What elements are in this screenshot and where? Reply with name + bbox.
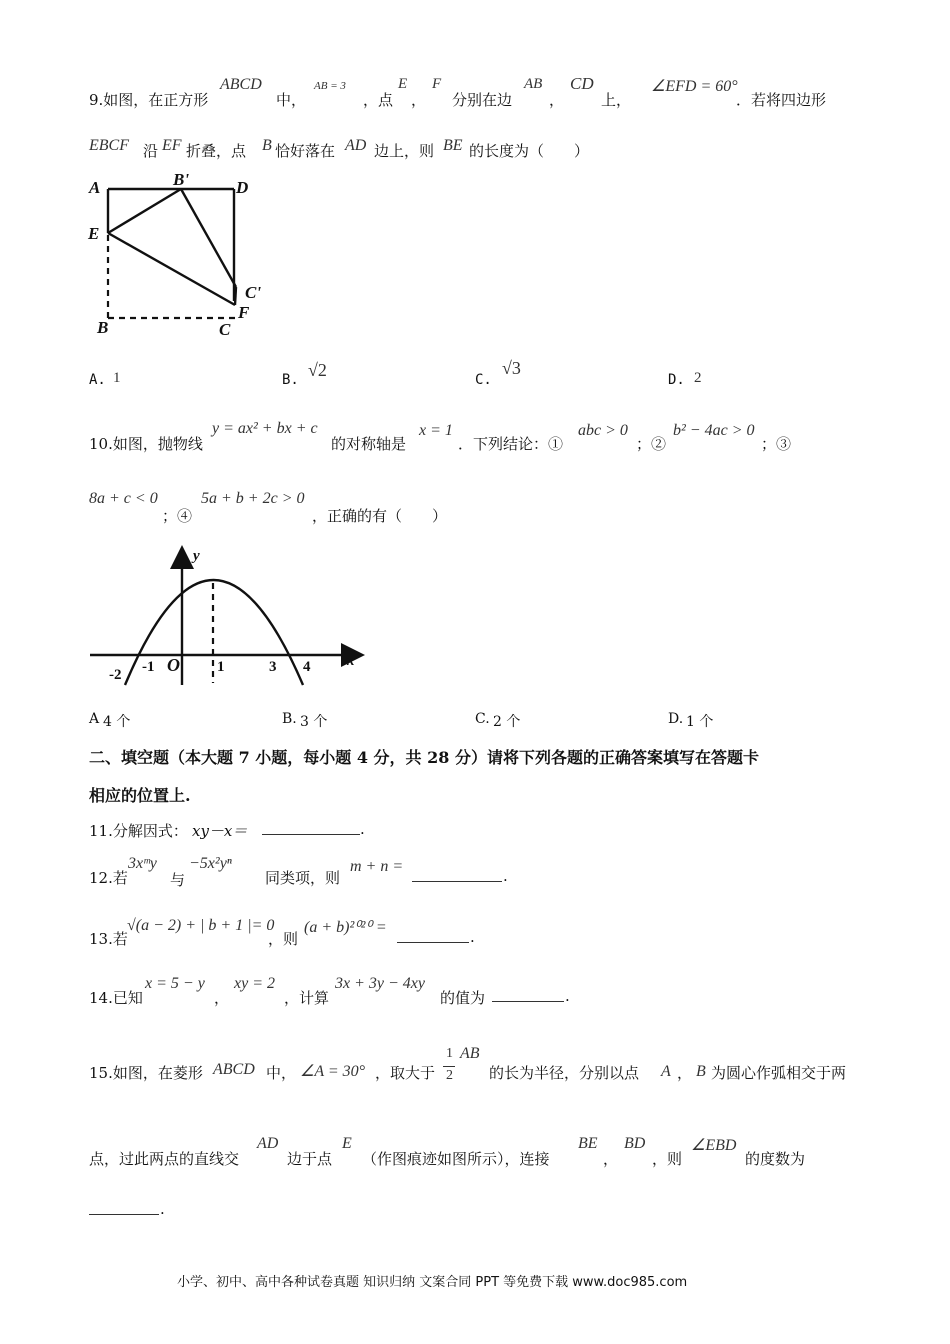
q14-answer-blank[interactable] [492, 987, 564, 1002]
q14-expression: 3x + 3y − 4xy [335, 975, 425, 992]
label-e: E [88, 224, 100, 243]
q9-angle: ∠EFD = 60° [651, 78, 738, 95]
q9-be: BE [443, 137, 463, 154]
q13-end: . [470, 928, 475, 946]
q10-text: ．下列结论：① [458, 435, 564, 453]
q10-text: ；② [636, 435, 667, 453]
q9-ebcf: EBCF [89, 137, 129, 154]
q15-answer-blank[interactable] [89, 1200, 159, 1215]
q9-option-d-value: 2 [694, 370, 702, 386]
q10-option-d-value: 1 个 [686, 714, 714, 730]
q14-condition-2: xy = 2 [234, 975, 275, 992]
q9-text: 上， [601, 91, 632, 109]
q15-text: 15.如图，在菱形 [89, 1064, 203, 1082]
q14-condition-1: x = 5 − y [145, 975, 205, 992]
q11-answer-blank[interactable] [262, 820, 360, 835]
q9-point-e: E [398, 76, 408, 92]
label-x: x [347, 653, 355, 669]
q15-text: 为圆心作弧相交于两 [711, 1064, 847, 1082]
q15-fraction-bar [443, 1066, 455, 1067]
q15-fraction-numerator: 1 [446, 1046, 453, 1061]
q15-text: ， [677, 1064, 693, 1082]
q13-answer-blank[interactable] [397, 928, 469, 943]
q15-fraction-denominator: 2 [446, 1068, 453, 1083]
q14-text: 14.已知 [89, 989, 143, 1007]
q9-text: ， [549, 91, 565, 109]
edge-eb1 [108, 189, 181, 233]
label-c: C [219, 320, 231, 339]
label-a: A [89, 178, 101, 197]
label-y: y [193, 548, 200, 564]
q9-square-figure [85, 168, 275, 343]
q9-text: ， [411, 91, 427, 109]
q9-side-ab: AB [524, 76, 543, 92]
q12-answer-blank[interactable] [412, 867, 502, 882]
q15-text: 的长为半径，分别以点 [489, 1064, 640, 1082]
q9-option-b-label[interactable]: B. [282, 372, 299, 388]
q9-option-a-label[interactable]: A. [89, 372, 106, 388]
q12-term-1: 3xᵐy [128, 855, 157, 872]
q15-text: 中， [266, 1064, 297, 1082]
q9-side-cd: CD [570, 74, 594, 93]
q12-text: 与 [170, 871, 186, 889]
q15-angle: ∠A = 30° [300, 1063, 366, 1080]
label-d: D [236, 178, 249, 197]
q9-option-b-value: √2 [308, 360, 327, 380]
section-2-heading-cont: 相应的位置上. [89, 786, 191, 805]
q10-conclusion-3: 8a + c < 0 [89, 490, 158, 507]
label-b: B [97, 318, 109, 337]
tick-3: 3 [269, 659, 277, 675]
q10-option-b-label[interactable]: B. [282, 711, 297, 727]
label-c-prime: C' [245, 283, 262, 302]
q15-end: . [160, 1200, 165, 1218]
q10-text: ，正确的有（ ） [312, 507, 448, 525]
q15-text: ，取大于 [375, 1064, 436, 1082]
q15-angle-ebd: ∠EBD [691, 1137, 737, 1154]
q10-conclusion-1: abc > 0 [578, 422, 628, 439]
tick-1: 1 [217, 659, 225, 675]
q15-text: ，则 [652, 1150, 683, 1168]
q14-text: 的值为 [440, 989, 486, 1007]
q9-option-d-label[interactable]: D. [668, 372, 685, 388]
q13-text: ，则 [268, 930, 299, 948]
q9-ef: EF [162, 137, 182, 154]
q10-number: 10.如图，抛物线 [89, 435, 203, 453]
q15-bd: BD [624, 1135, 646, 1152]
q9-ab-eq: AB = 3 [314, 80, 346, 92]
q13-text: 13.若 [89, 930, 128, 948]
q10-option-c-label[interactable]: C. [475, 711, 490, 727]
q12-text: 同类项，则 [265, 869, 341, 887]
tick-4: 4 [303, 659, 311, 675]
q12-end: . [503, 867, 508, 885]
q15-point-b: B [696, 1063, 706, 1080]
q15-text: 边于点 [287, 1150, 333, 1168]
q10-conclusion-2: b² − 4ac > 0 [673, 422, 755, 439]
q15-abcd: ABCD [213, 1061, 255, 1078]
q10-text: ；③ [761, 435, 792, 453]
q9-text: 恰好落在 [275, 142, 336, 160]
tick-minus-2: -2 [109, 667, 122, 683]
q15-text: 的度数为 [745, 1150, 806, 1168]
q9-text: ，点 [363, 91, 394, 109]
section-2-heading: 二、填空题（本大题 7 小题，每小题 4 分，共 28 分）请将下列各题的正确答案填写在答题卡 [89, 748, 759, 767]
q9-text: 分别在边 [452, 91, 513, 109]
q11-text: 11.分解因式： [89, 822, 188, 840]
q15-be: BE [578, 1135, 598, 1152]
q12-term-2: −5x²yⁿ [189, 855, 232, 872]
q14-text: ，计算 [284, 989, 330, 1007]
q12-expression: m + n = [350, 858, 404, 875]
q13-expression: (a + b)²⁰²⁰ = [304, 919, 387, 936]
label-b-prime: B' [173, 170, 190, 189]
q9-option-c-label[interactable]: C. [475, 372, 492, 388]
q15-ab: AB [460, 1045, 480, 1062]
q11-end: . [360, 820, 365, 838]
q15-text: （作图痕迹如图所示），连接 [362, 1150, 550, 1168]
q11-expression: xy－x＝ [192, 822, 248, 840]
q10-parabola-graph [85, 545, 370, 690]
q12-text: 12.若 [89, 869, 128, 887]
edge-c1f [235, 287, 236, 305]
q9-abcd: ABCD [220, 76, 262, 93]
q9-number: 9.如图，在正方形 [89, 91, 209, 109]
q15-point-a: A [661, 1063, 671, 1080]
q9-option-c-value: √3 [502, 358, 521, 378]
q9-text: 折叠，点 [186, 142, 247, 160]
q15-text: ， [603, 1150, 619, 1168]
q15-point-e: E [342, 1135, 352, 1152]
q10-option-b-value: 3 个 [300, 714, 328, 730]
q9-option-a-value: 1 [113, 370, 121, 386]
edge-b1c1 [181, 189, 236, 287]
q14-text: ， [214, 989, 230, 1007]
q9-text: 中， [276, 91, 307, 109]
q10-text: ；④ [162, 507, 193, 525]
label-f: F [238, 303, 250, 322]
q10-axis-eq: x = 1 [419, 422, 453, 439]
q9-text: ．若将四边形 [736, 91, 827, 109]
q15-ad: AD [257, 1135, 279, 1152]
q10-option-c-value: 2 个 [493, 714, 521, 730]
q10-text: 的对称轴是 [331, 435, 407, 453]
q15-text: 点，过此两点的直线交 [89, 1150, 240, 1168]
q10-option-a-label[interactable]: A [89, 711, 100, 727]
edge-ef [108, 233, 235, 305]
q14-end: . [565, 987, 570, 1005]
q9-point-b: B [262, 137, 272, 154]
q9-text: 的长度为（ ） [469, 142, 590, 160]
q9-text: 沿 [143, 142, 159, 160]
q10-option-d-label[interactable]: D. [668, 711, 684, 727]
q10-equation: y = ax² + bx + c [212, 420, 318, 437]
q13-condition: √(a − 2) + | b + 1 |= 0 [127, 917, 275, 934]
q9-side-ad: AD [345, 137, 367, 154]
label-origin: O [167, 655, 180, 675]
q10-conclusion-4: 5a + b + 2c > 0 [201, 490, 305, 507]
q9-text: 边上，则 [374, 142, 435, 160]
q10-option-a-value: 4 个 [103, 714, 131, 730]
tick-minus-1: -1 [142, 659, 155, 675]
q9-point-f: F [432, 76, 442, 92]
page-footer[interactable]: 小学、初中、高中各种试卷真题 知识归纳 文案合同 PPT 等免费下载 www.doc985.com [177, 1275, 688, 1290]
